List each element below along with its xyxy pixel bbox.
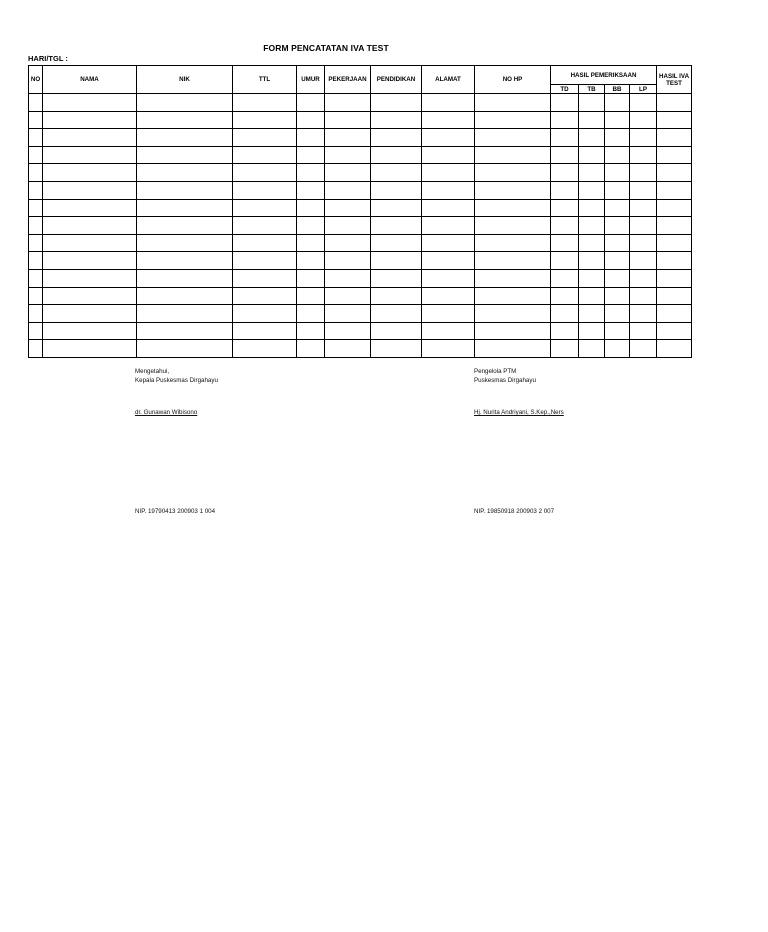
table-cell[interactable] (630, 287, 657, 305)
table-cell[interactable] (605, 94, 630, 112)
table-cell[interactable] (233, 305, 297, 323)
table-cell[interactable] (43, 164, 137, 182)
table-cell[interactable] (43, 94, 137, 112)
table-row (29, 199, 692, 217)
table-cell[interactable] (371, 199, 422, 217)
table-cell[interactable] (579, 234, 605, 252)
table-cell[interactable] (475, 269, 551, 287)
table-cell[interactable] (475, 111, 551, 129)
table-row (29, 269, 692, 287)
table-cell[interactable] (475, 181, 551, 199)
table-cell[interactable] (630, 217, 657, 235)
table-cell[interactable] (422, 111, 475, 129)
table-cell[interactable] (657, 252, 692, 270)
table-cell[interactable] (137, 322, 233, 340)
table-cell[interactable] (551, 164, 579, 182)
table-cell[interactable] (630, 146, 657, 164)
table-cell[interactable] (371, 322, 422, 340)
table-cell[interactable] (137, 305, 233, 323)
table-cell[interactable] (29, 234, 43, 252)
table-cell[interactable] (630, 94, 657, 112)
table-cell[interactable] (29, 199, 43, 217)
table-cell[interactable] (630, 129, 657, 147)
table-cell[interactable] (137, 129, 233, 147)
table-cell[interactable] (551, 111, 579, 129)
table-cell[interactable] (325, 181, 371, 199)
table-cell[interactable] (297, 164, 325, 182)
table-cell[interactable] (325, 234, 371, 252)
table-cell[interactable] (579, 252, 605, 270)
table-cell[interactable] (233, 111, 297, 129)
table-cell[interactable] (29, 146, 43, 164)
table-cell[interactable] (605, 129, 630, 147)
table-cell[interactable] (657, 340, 692, 358)
table-cell[interactable] (43, 322, 137, 340)
table-cell[interactable] (579, 146, 605, 164)
table-cell[interactable] (325, 129, 371, 147)
table-cell[interactable] (371, 164, 422, 182)
table-cell[interactable] (551, 340, 579, 358)
table-row (29, 111, 692, 129)
table-cell[interactable] (605, 234, 630, 252)
signature-right-nip-block (474, 507, 554, 516)
header-hasil-iva-test: HASIL IVA TEST (657, 66, 692, 94)
table-cell[interactable] (422, 164, 475, 182)
table-cell[interactable] (43, 146, 137, 164)
table-cell[interactable] (657, 181, 692, 199)
table-cell[interactable] (605, 181, 630, 199)
table-row (29, 287, 692, 305)
table-cell[interactable] (233, 287, 297, 305)
table-cell[interactable] (551, 146, 579, 164)
table-cell[interactable] (551, 199, 579, 217)
form-title: FORM PENCATATAN IVA TEST (263, 43, 389, 53)
table-cell[interactable] (371, 94, 422, 112)
table-cell[interactable] (475, 146, 551, 164)
table-row (29, 181, 692, 199)
table-cell[interactable] (325, 252, 371, 270)
table-cell[interactable] (371, 129, 422, 147)
table-cell[interactable] (551, 322, 579, 340)
table-row (29, 305, 692, 323)
header-no: NO (29, 66, 43, 94)
table-cell[interactable] (325, 199, 371, 217)
table-cell[interactable] (29, 129, 43, 147)
table-cell[interactable] (371, 234, 422, 252)
table-cell[interactable] (579, 181, 605, 199)
header-tb: TB (579, 85, 605, 94)
table-cell[interactable] (325, 305, 371, 323)
table-cell[interactable] (297, 181, 325, 199)
table-cell[interactable] (137, 181, 233, 199)
table-cell[interactable] (29, 305, 43, 323)
table-cell[interactable] (630, 305, 657, 323)
table-cell[interactable] (371, 269, 422, 287)
table-cell[interactable] (475, 199, 551, 217)
table-cell[interactable] (551, 252, 579, 270)
table-cell[interactable] (422, 234, 475, 252)
table-cell[interactable] (657, 146, 692, 164)
table-cell[interactable] (137, 111, 233, 129)
signature-left (135, 367, 218, 385)
table-cell[interactable] (630, 164, 657, 182)
table-cell[interactable] (29, 269, 43, 287)
table-cell[interactable] (422, 322, 475, 340)
table-cell[interactable] (551, 181, 579, 199)
table-cell[interactable] (297, 94, 325, 112)
table-cell[interactable] (233, 94, 297, 112)
table-cell[interactable] (475, 340, 551, 358)
table-body (29, 94, 692, 358)
table-cell[interactable] (233, 129, 297, 147)
header-no-hp: NO HP (475, 66, 551, 94)
table-cell[interactable] (630, 199, 657, 217)
table-cell[interactable] (657, 305, 692, 323)
table-cell[interactable] (137, 94, 233, 112)
table-cell[interactable] (297, 305, 325, 323)
signature-right-line2: Puskesmas Dirgahayu (474, 377, 536, 384)
table-cell[interactable] (422, 181, 475, 199)
table-cell[interactable] (579, 217, 605, 235)
signature-right-name-block (474, 408, 564, 417)
table-cell[interactable] (29, 164, 43, 182)
date-label: HARI/TGL : (28, 54, 68, 63)
table-cell[interactable] (630, 111, 657, 129)
table-cell[interactable] (605, 164, 630, 182)
signature-left-nip-block (135, 507, 215, 516)
table-cell[interactable] (371, 146, 422, 164)
table-cell[interactable] (630, 269, 657, 287)
table-cell[interactable] (43, 234, 137, 252)
table-cell[interactable] (630, 340, 657, 358)
table-cell[interactable] (475, 129, 551, 147)
header-bb: BB (605, 85, 630, 94)
table-cell[interactable] (422, 199, 475, 217)
table-cell[interactable] (605, 252, 630, 270)
signature-left-name: dr. Gunawan Wibisono (135, 409, 198, 416)
table-cell[interactable] (233, 322, 297, 340)
table-cell[interactable] (630, 234, 657, 252)
table-cell[interactable] (422, 340, 475, 358)
table-cell[interactable] (233, 340, 297, 358)
table-cell[interactable] (297, 129, 325, 147)
table-cell[interactable] (297, 252, 325, 270)
header-pekerjaan: PEKERJAAN (325, 66, 371, 94)
table-cell[interactable] (371, 287, 422, 305)
header-ttl: TTL (233, 66, 297, 94)
table-cell[interactable] (233, 181, 297, 199)
table-cell[interactable] (29, 252, 43, 270)
table-cell[interactable] (137, 287, 233, 305)
table-cell[interactable] (29, 322, 43, 340)
table-cell[interactable] (422, 129, 475, 147)
header-nama: NAMA (43, 66, 137, 94)
table-cell[interactable] (297, 287, 325, 305)
header-nik: NIK (137, 66, 233, 94)
table-cell[interactable] (43, 305, 137, 323)
table-cell[interactable] (325, 340, 371, 358)
table-cell[interactable] (233, 269, 297, 287)
table-row (29, 322, 692, 340)
table-cell[interactable] (325, 322, 371, 340)
table-cell[interactable] (29, 94, 43, 112)
table-cell[interactable] (551, 94, 579, 112)
table-cell[interactable] (475, 322, 551, 340)
table-cell[interactable] (605, 199, 630, 217)
table-cell[interactable] (371, 181, 422, 199)
table-cell[interactable] (422, 287, 475, 305)
table-cell[interactable] (605, 305, 630, 323)
table-cell[interactable] (29, 340, 43, 358)
table-cell[interactable] (43, 287, 137, 305)
table-cell[interactable] (297, 340, 325, 358)
table-cell[interactable] (297, 234, 325, 252)
table-cell[interactable] (579, 164, 605, 182)
table-row (29, 94, 692, 112)
table-cell[interactable] (475, 287, 551, 305)
table-cell[interactable] (325, 94, 371, 112)
signature-left-name-block (135, 408, 197, 417)
signature-left-nip: NIP. 19790413 200903 1 004 (135, 508, 216, 515)
table-cell[interactable] (325, 164, 371, 182)
table-cell[interactable] (137, 252, 233, 270)
table-row (29, 252, 692, 270)
table-cell[interactable] (551, 129, 579, 147)
table-cell[interactable] (551, 269, 579, 287)
table-cell[interactable] (137, 164, 233, 182)
table-row (29, 234, 692, 252)
table-cell[interactable] (657, 94, 692, 112)
header-pendidikan: PENDIDIKAN (371, 66, 422, 94)
table-cell[interactable] (422, 269, 475, 287)
table-cell[interactable] (657, 234, 692, 252)
table-cell[interactable] (29, 181, 43, 199)
table-cell[interactable] (605, 287, 630, 305)
table-cell[interactable] (29, 287, 43, 305)
table-cell[interactable] (551, 305, 579, 323)
table-cell[interactable] (233, 164, 297, 182)
table-cell[interactable] (579, 305, 605, 323)
table-cell[interactable] (325, 217, 371, 235)
header-hasil-pemeriksaan: HASIL PEMERIKSAAN (551, 66, 657, 85)
table-cell[interactable] (233, 199, 297, 217)
table-cell[interactable] (605, 269, 630, 287)
table-cell[interactable] (43, 252, 137, 270)
table-cell[interactable] (137, 199, 233, 217)
table-cell[interactable] (43, 340, 137, 358)
iva-test-table (28, 65, 692, 358)
table-cell[interactable] (630, 252, 657, 270)
table-row (29, 129, 692, 147)
table-cell[interactable] (137, 234, 233, 252)
table-cell[interactable] (657, 287, 692, 305)
table-cell[interactable] (422, 146, 475, 164)
table-cell[interactable] (325, 269, 371, 287)
table-cell[interactable] (137, 217, 233, 235)
table-cell[interactable] (371, 252, 422, 270)
table-cell[interactable] (325, 111, 371, 129)
table-cell[interactable] (579, 269, 605, 287)
table-row (29, 164, 692, 182)
table-cell[interactable] (551, 217, 579, 235)
table-cell[interactable] (422, 94, 475, 112)
table-cell[interactable] (579, 340, 605, 358)
table-cell[interactable] (325, 146, 371, 164)
table-cell[interactable] (371, 305, 422, 323)
table-cell[interactable] (551, 234, 579, 252)
table-cell[interactable] (579, 199, 605, 217)
table-row (29, 340, 692, 358)
table-cell[interactable] (475, 305, 551, 323)
header-alamat: ALAMAT (422, 66, 475, 94)
table-cell[interactable] (43, 217, 137, 235)
table-cell[interactable] (475, 217, 551, 235)
table-cell[interactable] (43, 199, 137, 217)
table-cell[interactable] (297, 217, 325, 235)
table-cell[interactable] (43, 181, 137, 199)
table-cell[interactable] (422, 217, 475, 235)
table-cell[interactable] (325, 287, 371, 305)
table-row (29, 217, 692, 235)
table-cell[interactable] (43, 129, 137, 147)
table-cell[interactable] (657, 269, 692, 287)
table-cell[interactable] (137, 269, 233, 287)
table-cell[interactable] (297, 146, 325, 164)
table-cell[interactable] (579, 94, 605, 112)
table-cell[interactable] (579, 322, 605, 340)
table-cell[interactable] (233, 252, 297, 270)
table-cell[interactable] (551, 287, 579, 305)
header-td: TD (551, 85, 579, 94)
table-cell[interactable] (657, 217, 692, 235)
table-cell[interactable] (630, 322, 657, 340)
header-umur: UMUR (297, 66, 325, 94)
signature-left-line2: Kepala Puskesmas Dirgahayu (135, 377, 218, 384)
table-cell[interactable] (422, 252, 475, 270)
table-cell[interactable] (475, 94, 551, 112)
table-cell[interactable] (605, 340, 630, 358)
table-cell[interactable] (657, 322, 692, 340)
table-cell[interactable] (422, 305, 475, 323)
table-cell[interactable] (233, 234, 297, 252)
table-cell[interactable] (233, 217, 297, 235)
table-cell[interactable] (657, 129, 692, 147)
table-cell[interactable] (579, 111, 605, 129)
table-cell[interactable] (579, 129, 605, 147)
table-cell[interactable] (657, 199, 692, 217)
table-cell[interactable] (605, 111, 630, 129)
table-cell[interactable] (579, 287, 605, 305)
table-cell[interactable] (605, 322, 630, 340)
signature-right-nip: NIP. 19850918 200903 2 007 (474, 508, 555, 515)
table-cell[interactable] (297, 322, 325, 340)
table-cell[interactable] (475, 252, 551, 270)
table-cell[interactable] (630, 181, 657, 199)
table-cell[interactable] (233, 146, 297, 164)
signature-right (474, 367, 536, 385)
signature-right-name: Hj. Nurita Andriyani, S.Kep.,Ners (474, 409, 564, 416)
table-cell[interactable] (605, 217, 630, 235)
table-cell[interactable] (43, 269, 137, 287)
table-cell[interactable] (371, 340, 422, 358)
table-cell[interactable] (475, 234, 551, 252)
table-cell[interactable] (297, 269, 325, 287)
table-cell[interactable] (137, 340, 233, 358)
table-cell[interactable] (657, 111, 692, 129)
table-cell[interactable] (297, 111, 325, 129)
table-cell[interactable] (475, 164, 551, 182)
header-lp: LP (630, 85, 657, 94)
table-cell[interactable] (605, 146, 630, 164)
table-cell[interactable] (297, 199, 325, 217)
table-cell[interactable] (29, 111, 43, 129)
table-row (29, 146, 692, 164)
table-cell[interactable] (137, 146, 233, 164)
table-cell[interactable] (371, 111, 422, 129)
table-cell[interactable] (657, 164, 692, 182)
signature-left-line1: Mengetahui, (135, 368, 170, 375)
table-cell[interactable] (29, 217, 43, 235)
table-cell[interactable] (43, 111, 137, 129)
table-cell[interactable] (371, 217, 422, 235)
signature-right-line1: Pengelola PTM (474, 368, 517, 375)
